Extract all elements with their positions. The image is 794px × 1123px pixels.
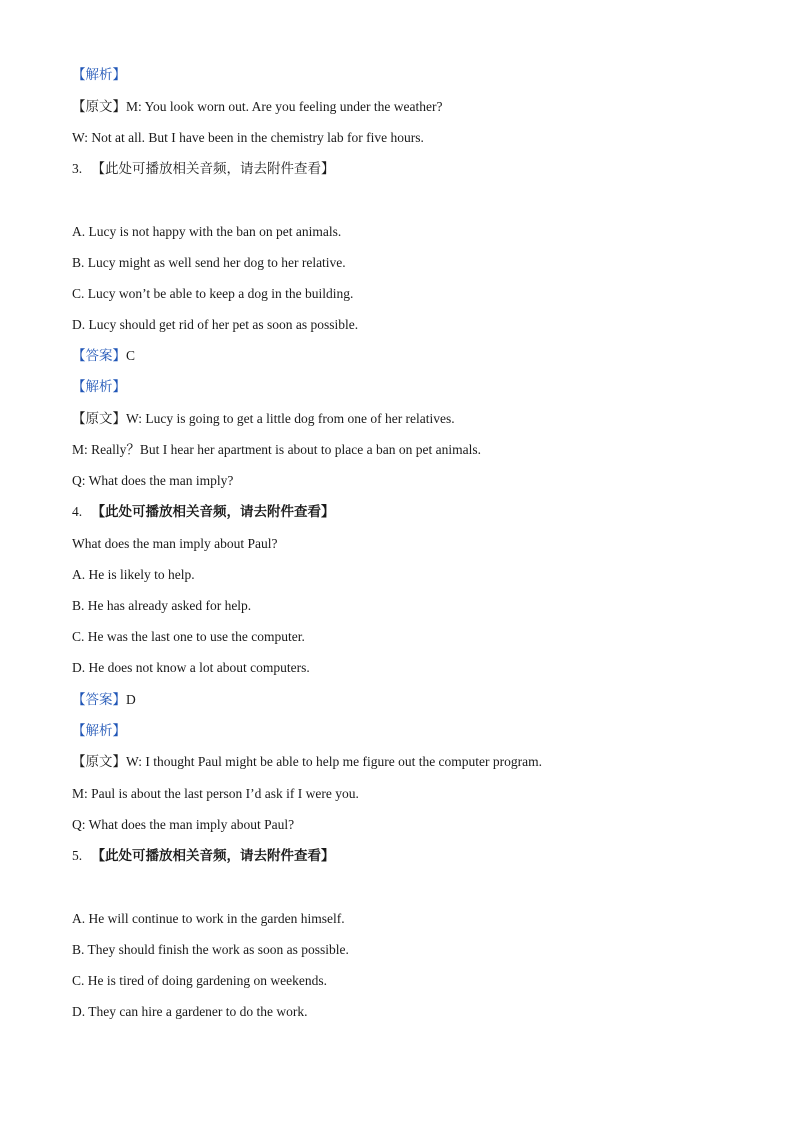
original-label: 【原文】 [72, 754, 126, 770]
dialogue-line: M: You look worn out. Are you feeling under the weather? [126, 99, 443, 114]
dialogue-question: Q: What does the man imply about Paul? [72, 817, 295, 832]
analysis-heading [72, 378, 126, 396]
analysis-heading [72, 66, 126, 84]
original-text-line [72, 410, 455, 428]
answer-value: D [126, 692, 136, 707]
question-4-heading [72, 503, 335, 521]
analysis-label: 【解析】 [72, 723, 126, 739]
audio-placeholder: 【此处可播放相关音频，请去附件查看】 [91, 161, 335, 177]
option-d: D. He does not know a lot about computers. [72, 660, 310, 675]
option-a: A. He is likely to help. [72, 567, 195, 582]
dialogue-question: Q: What does the man imply? [72, 473, 234, 488]
option-a: A. He will continue to work in the garden himself. [72, 911, 345, 926]
option-c: C. He is tired of doing gardening on weekends. [72, 973, 327, 988]
option-a: A. Lucy is not happy with the ban on pet animals. [72, 224, 342, 239]
question-text: What does the man imply about Paul? [72, 536, 278, 551]
question-number: 3. [72, 161, 83, 176]
option-c: C. He was the last one to use the computer. [72, 629, 305, 644]
original-text-line [72, 753, 542, 771]
question-number: 4. [72, 504, 83, 519]
original-label: 【原文】 [72, 99, 126, 115]
question-5-heading [72, 847, 335, 865]
option-c: C. Lucy won’t be able to keep a dog in the building. [72, 286, 354, 301]
answer-line [72, 691, 136, 709]
analysis-label: 【解析】 [72, 67, 126, 83]
dialogue-line: W: Lucy is going to get a little dog from one of her relatives. [126, 411, 455, 426]
answer-label: 【答案】 [72, 348, 126, 364]
analysis-label: 【解析】 [72, 379, 126, 395]
question-number: 5. [72, 848, 83, 863]
original-text-line [72, 98, 442, 116]
option-b: B. Lucy might as well send her dog to her relative. [72, 255, 346, 270]
option-d: D. They can hire a gardener to do the work. [72, 1004, 308, 1019]
option-b: B. They should finish the work as soon as possible. [72, 942, 349, 957]
answer-line [72, 347, 135, 365]
answer-value: C [126, 348, 136, 363]
audio-placeholder: 【此处可播放相关音频，请去附件查看】 [91, 848, 335, 864]
dialogue-line: W: I thought Paul might be able to help me figure out the computer program. [126, 754, 543, 769]
analysis-heading [72, 722, 126, 740]
option-d: D. Lucy should get rid of her pet as soon as possible. [72, 317, 359, 332]
option-b: B. He has already asked for help. [72, 598, 252, 613]
dialogue-line: M: Paul is about the last person I’d ask if I were you. [72, 786, 359, 801]
question-3-heading [72, 160, 335, 178]
audio-placeholder: 【此处可播放相关音频，请去附件查看】 [91, 504, 335, 520]
original-label: 【原文】 [72, 411, 126, 427]
dialogue-line: M: Really？But I hear her apartment is about to place a ban on pet animals. [72, 442, 482, 457]
dialogue-line: W: Not at all. But I have been in the chemistry lab for five hours. [72, 130, 424, 145]
answer-label: 【答案】 [72, 692, 126, 708]
